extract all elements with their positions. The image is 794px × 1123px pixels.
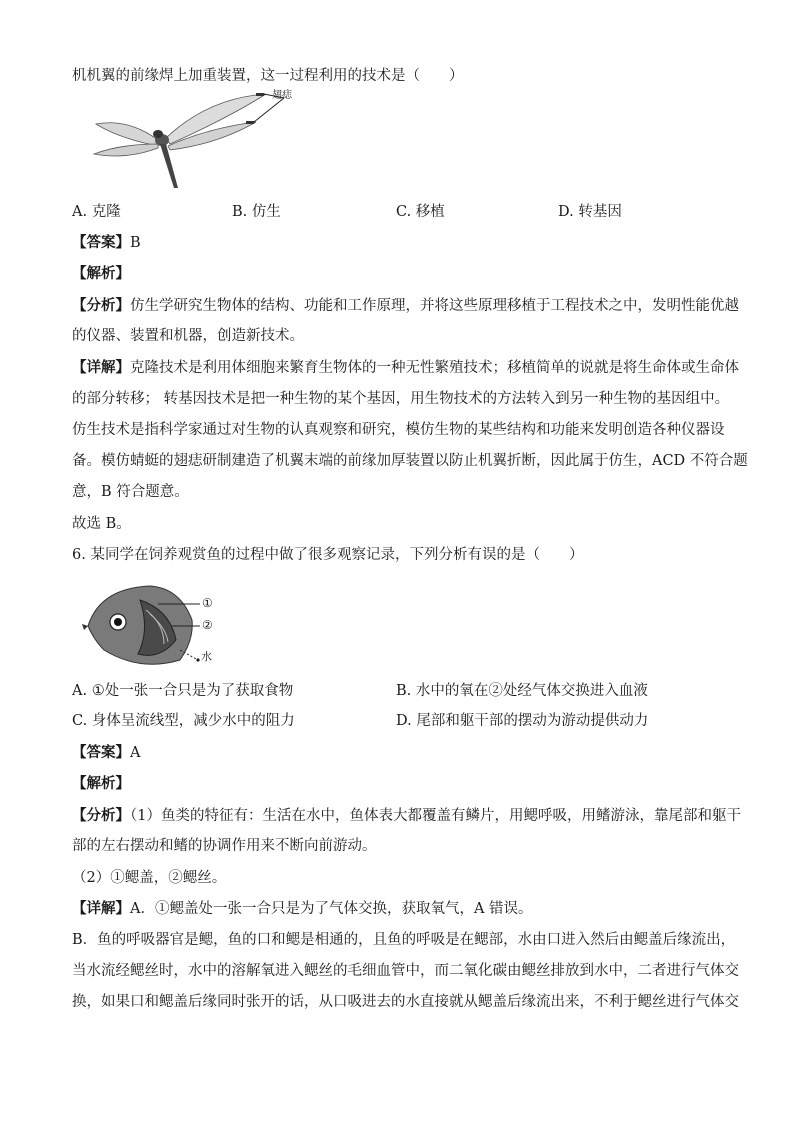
answer-value: A bbox=[130, 745, 141, 761]
fenxi-tag: 【分析】 bbox=[72, 297, 130, 314]
q6-option-c: C. 身体呈流线型，减少水中的阻力 bbox=[72, 713, 295, 729]
q6-analysis-tag: 【解析】 bbox=[72, 775, 130, 792]
q5-xiangjie-line-1 bbox=[72, 358, 739, 378]
q5-xiangjie-line-2: 的部分转移； 转基因技术是把一种生物的某个基因，用生物技术的方法转入到另一种生物的基因组中。 bbox=[72, 391, 730, 407]
q5-stem-tail: 机机翼的前缘焊上加重装置，这一过程利用的技术是（ ） bbox=[72, 68, 464, 84]
answer-tag: 【答案】 bbox=[72, 234, 130, 251]
q6-option-d: D. 尾部和躯干部的摆动为游动提供动力 bbox=[396, 713, 649, 729]
q6-fenxi-line-1 bbox=[72, 806, 741, 826]
q5-option-c: C. 移植 bbox=[396, 204, 445, 220]
fenxi-text: （1）鱼类的特征有：生活在水中，鱼体表大都覆盖有鳞片，用鳃呼吸，用鳍游泳，靠尾部和躯干 bbox=[130, 808, 741, 824]
q5-conclusion: 故选 B。 bbox=[72, 516, 131, 532]
pterostigma-label: 翅痣 bbox=[272, 90, 292, 101]
q5-option-b: B. 仿生 bbox=[232, 204, 281, 220]
q6-answer-line bbox=[72, 743, 140, 763]
q5-option-d: D. 转基因 bbox=[558, 204, 622, 220]
q5-xiangjie-line-5: 意，B 符合题意。 bbox=[72, 484, 189, 500]
answer-value: B bbox=[130, 235, 141, 251]
q5-fenxi-line-1 bbox=[72, 296, 739, 316]
q5-option-a: A. 克隆 bbox=[72, 204, 121, 220]
fish-label-1: ① bbox=[202, 596, 213, 610]
q6-body-line-3: 换，如果口和鳃盖后缘同时张开的话，从口吸进去的水直接就从鳃盖后缘流出来，不利于鳃丝进行气体交 bbox=[72, 994, 739, 1010]
fenxi-tag: 【分析】 bbox=[72, 807, 130, 824]
q6-body-line-2: 当水流经鳃丝时，水中的溶解氧进入鳃丝的毛细血管中，而二氧化碳由鳃丝排放到水中，二者进行气体交 bbox=[72, 963, 739, 979]
q6-fenxi-line-2: 部的左右摆动和鳍的协调作用来不断向前游动。 bbox=[72, 838, 377, 854]
q6-body-line-1: B．鱼的呼吸器官是鳃，鱼的口和鳃是相通的，且鱼的呼吸是在鳃部，水由口进入然后由鳃盖后缘流出， bbox=[72, 932, 736, 948]
xiangjie-text: 克隆技术是利用体细胞来繁育生物体的一种无性繁殖技术；移植简单的说就是将生命体或生命体 bbox=[130, 360, 739, 376]
q6-option-a: A. ①处一张一合只是为了获取食物 bbox=[72, 683, 294, 699]
q6-note-line: （2）①鳃盖，②鳃丝。 bbox=[72, 870, 227, 886]
xiangjie-tag: 【详解】 bbox=[72, 900, 130, 917]
xiangjie-text: A．①鳃盖处一张一合只是为了气体交换，获取氧气，A 错误。 bbox=[130, 901, 533, 917]
fenxi-text: 仿生学研究生物体的结构、功能和工作原理，并将这些原理移植于工程技术之中，发明性能优越 bbox=[130, 298, 739, 314]
answer-tag: 【答案】 bbox=[72, 744, 130, 761]
q5-analysis-tag: 【解析】 bbox=[72, 265, 130, 282]
q6-stem: 6. 某同学在饲养观赏鱼的过程中做了很多观察记录，下列分析有误的是（ ） bbox=[72, 547, 584, 563]
dragonfly-figure bbox=[88, 88, 308, 194]
q5-xiangjie-line-3: 仿生技术是指科学家通过对生物的认真观察和研究，模仿生物的某些结构和功能来发明创造各种仪器设 bbox=[72, 422, 725, 438]
q6-option-b: B. 水中的氧在②处经气体交换进入血液 bbox=[396, 683, 648, 699]
q5-answer-line bbox=[72, 233, 141, 253]
fish-label-2: ② bbox=[202, 618, 213, 632]
q6-xiangjie-line-1 bbox=[72, 899, 533, 919]
q5-fenxi-line-2: 的仪器、装置和机器，创造新技术。 bbox=[72, 328, 304, 344]
q5-xiangjie-line-4: 备。模仿蜻蜓的翅痣研制建造了机翼末端的前缘加厚装置以防止机翼折断，因此属于仿生，ACD 不符合题 bbox=[72, 453, 748, 469]
fish-label-water: 水 bbox=[201, 650, 212, 663]
xiangjie-tag: 【详解】 bbox=[72, 359, 130, 376]
